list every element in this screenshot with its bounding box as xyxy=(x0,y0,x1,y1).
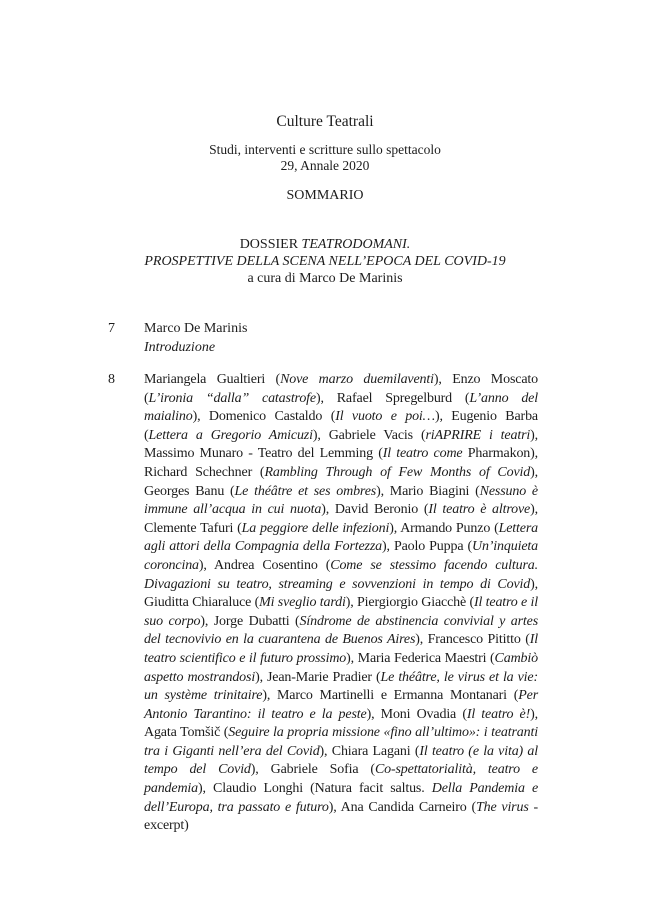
contribution-title: Il teatro è! xyxy=(466,706,531,722)
contribution-title: Nessuno è immune all’acqua in cui nuota xyxy=(144,483,538,518)
contributor-text: ), Giuditta Chiaraluce ( xyxy=(144,576,538,611)
contribution-title: Nove marzo duemilaventi xyxy=(280,372,434,387)
contributor-text: ), Gabriele Vacis ( xyxy=(312,427,426,443)
contributor-text: ), Armando Punzo ( xyxy=(389,520,499,536)
contribution-title: The virus xyxy=(475,799,529,815)
contributor-text: ), Maria Federica Maestri ( xyxy=(346,650,495,666)
dossier-heading xyxy=(0,236,650,287)
contributor-text: ), Marco Martinelli e Ermanna Montanari ( xyxy=(262,688,519,704)
contribution-title: Della Pandemia e dell’Europa, tra passato e futuro xyxy=(144,781,539,815)
contributor-text: ), Ana Candida Carneiro ( xyxy=(328,799,476,815)
contribution-title: Come se stessimo facendo cultura. Divagazioni su teatro, streaming e sovvenzioni in tempo di Covid xyxy=(144,557,538,592)
contribution-title: Il teatro come xyxy=(382,446,468,462)
contribution-title: Lettera a Gregorio Amicuzi xyxy=(148,427,313,443)
contributor-text: ), Domenico Castaldo ( xyxy=(192,409,336,425)
contribution-title: L’ironia “dalla” catastrofe xyxy=(148,390,316,406)
journal-title: Culture Teatrali xyxy=(276,113,374,130)
contribution-title: Le théâtre et ses ombres xyxy=(234,483,377,499)
contribution-title: Síndrome de abstinencia convivial y artes del tecnovivio en la cuarantena de Buenos Aires xyxy=(144,613,538,648)
contributor-text: ), Jorge Dubatti ( xyxy=(200,613,300,629)
subtitle-line-1: Studi, interventi e scritture sullo spettacolo xyxy=(209,142,441,157)
contribution-title: Cambiò aspetto mostrandosi xyxy=(144,650,538,685)
contributor-text: ), Agata Tomšič ( xyxy=(144,706,538,741)
contribution-title: Il teatro scientifico e il futuro prossimo xyxy=(144,632,538,666)
contributor-text: ), Moni Ovadia ( xyxy=(366,706,467,722)
contribution-title: Mi sveglio tardi xyxy=(259,595,346,611)
contribution-title: Il teatro e il suo corpo xyxy=(144,595,539,629)
contribution-title: Seguire la propria missione «fino all’ultimo»: i teatranti tra i Giganti nell’era del Covid xyxy=(144,725,538,759)
contributor-text: ), Enzo Moscato ( xyxy=(144,372,538,406)
contributor-text: - excerpt) xyxy=(144,799,538,834)
contributor-text: ), Jean-Marie Pradier ( xyxy=(255,669,381,685)
journal-subtitle xyxy=(0,142,650,174)
contributor-text: ), Claudio Longhi (Natura facit saltus. xyxy=(198,781,432,797)
contribution-title: riAPRIRE i teatri xyxy=(425,427,531,443)
contributor-text: ), David Beronio ( xyxy=(321,502,429,518)
contribution-title: Rambling Through of Few Months of Covid xyxy=(264,464,531,480)
contributor-text: ), Rafael Spregelburd ( xyxy=(316,390,470,406)
subtitle-line-2: 29, Annale 2020 xyxy=(280,158,370,173)
entry-contributors-list xyxy=(144,371,538,836)
contributor-text: ), Paolo Puppa ( xyxy=(382,539,472,555)
contribution-title: Le théâtre, le virus et la vie: un système trinitaire xyxy=(144,669,538,704)
contributor-text: ), Francesco Pititto ( xyxy=(415,632,530,648)
contributor-text: ), Georges Banu ( xyxy=(144,464,538,499)
contribution-title: Lettera agli attori della Compagnia della Fortezza xyxy=(144,520,538,555)
contribution-title: Il teatro è altrove xyxy=(428,502,531,518)
contribution-title: Il vuoto e poi… xyxy=(335,409,435,425)
contributor-text: ), Clemente Tafuri ( xyxy=(144,502,538,536)
entry-author: Marco De Marinis xyxy=(144,321,248,336)
contribution-title: L’anno del maialino xyxy=(144,390,538,425)
contribution-title: Per Antonio Tarantino: il teatro e la peste xyxy=(144,688,538,722)
contributor-text: ), Chiara Lagani ( xyxy=(319,743,420,759)
contribution-title: Il teatro (e la vita) al tempo del Covid xyxy=(144,743,538,778)
page-number: 7 xyxy=(108,321,115,336)
contribution-title: Co-spettatorialità, teatro e pandemia xyxy=(144,762,538,797)
contribution-title: Un’inquieta coroncina xyxy=(144,539,538,573)
dossier-label: DOSSIER xyxy=(239,237,299,252)
contributor-text: ), Mario Biagini ( xyxy=(376,483,480,499)
contributor-text: ), Gabriele Sofia ( xyxy=(250,762,375,778)
section-title: SOMMARIO xyxy=(286,188,364,203)
contributor-text: Pharmakon), Richard Schechner ( xyxy=(144,446,539,480)
dossier-subtitle: PROSPETTIVE DELLA SCENA NELL’EPOCA DEL COVID-19 xyxy=(144,254,506,269)
contributor-text: ), Andrea Cosentino ( xyxy=(198,557,331,573)
contribution-title: La peggiore delle infezioni xyxy=(241,520,390,536)
contributor-text: ), Eugenio Barba ( xyxy=(144,409,538,443)
page-number: 8 xyxy=(108,372,115,387)
entry-title: Introduzione xyxy=(144,339,216,355)
contributor-text: ), Piergiorgio Giacchè ( xyxy=(345,595,474,611)
entry-body xyxy=(144,320,538,357)
dossier-title-line xyxy=(0,236,650,253)
contributor-text: ), Massimo Munaro - Teatro del Lemming ( xyxy=(144,427,538,462)
contributor-text: Mariangela Gualtieri ( xyxy=(144,372,281,387)
dossier-editor: a cura di Marco De Marinis xyxy=(247,271,403,286)
dossier-name: TEATRODOMANI. xyxy=(301,237,411,252)
